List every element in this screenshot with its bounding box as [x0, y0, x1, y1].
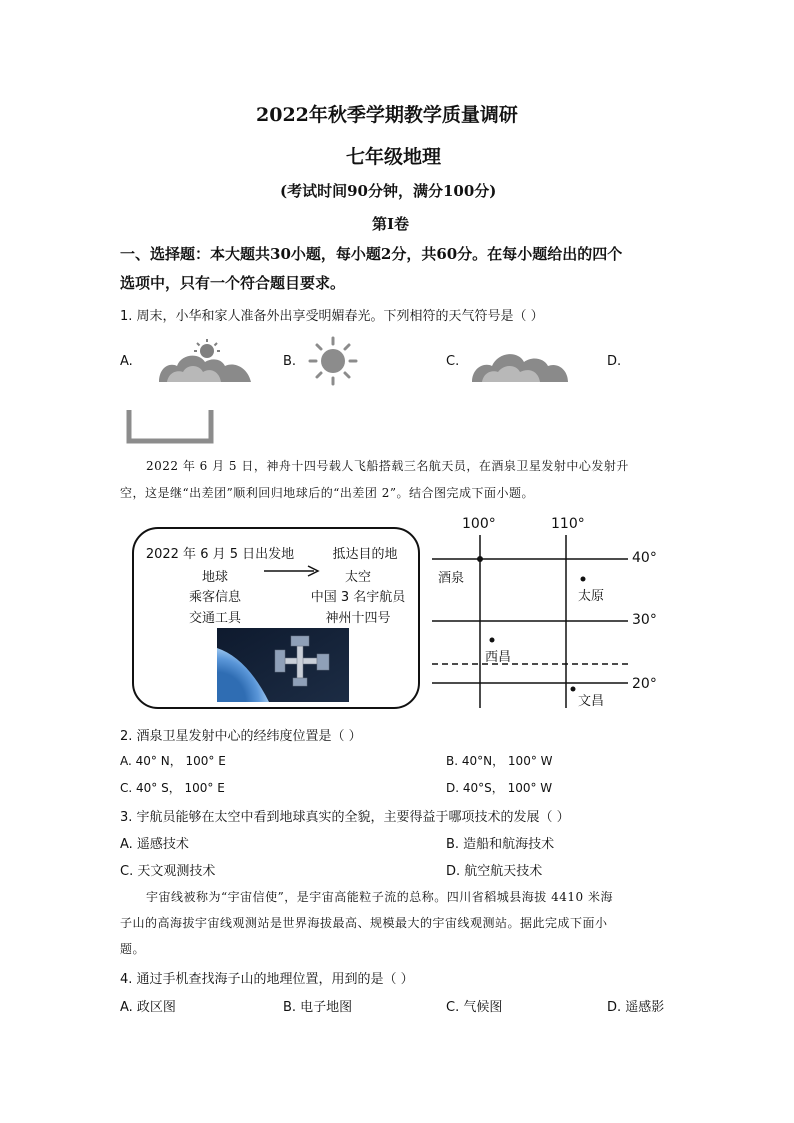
info-passenger-label: 乘客信息	[188, 590, 241, 605]
q2-option-d: D. 40°S， 100° W	[446, 781, 553, 795]
info-transport-value: 神州十四号	[325, 611, 391, 626]
cloudy-icon	[468, 342, 572, 384]
place-taiyuan: 太原	[578, 589, 605, 604]
exam-info: (考试时间90分钟，满分100分)	[280, 182, 497, 200]
latitude-30-label: 30°	[632, 612, 657, 628]
question-4-stem: 4. 通过手机查找海子山的地理位置，用到的是（ ）	[120, 972, 414, 987]
wenchang-point	[571, 687, 576, 692]
passage-2-line3: 题。	[120, 942, 146, 956]
q4-option-d: D. 遥感影	[607, 1000, 665, 1015]
q2-option-c: C. 40° S， 100° E	[120, 781, 225, 795]
question-3-stem: 3. 宇航员能够在太空中看到地球真实的全貌，主要得益于哪项技术的发展（ ）	[120, 810, 570, 825]
info-passenger-value: 中国 3 名宇航员	[310, 590, 406, 605]
info-departure-header: 2022 年 6 月 5 日出发地	[145, 547, 295, 562]
question-1-stem: 1. 周末，小华和家人准备外出享受明媚春光。下列相符的天气符号是（ ）	[120, 309, 544, 324]
section-heading-line1: 一、选择题：本大题共30小题，每小题2分，共60分。在每小题给出的四个	[120, 245, 623, 263]
q2-option-a: A. 40° N， 100° E	[120, 754, 226, 768]
space-station-image	[217, 628, 349, 702]
q3-option-a: A. 遥感技术	[120, 837, 189, 852]
longitude-110-label: 110°	[551, 516, 585, 532]
sunny-icon	[308, 336, 358, 386]
passage-1-line2: 空，这是继“出差团”顺利回归地球后的“出差团 2”。结合图完成下面小题。	[120, 486, 534, 500]
q3-option-b: B. 造船和航海技术	[446, 837, 555, 852]
partly-cloudy-icon	[155, 338, 255, 384]
info-destination-header: 抵达目的地	[332, 547, 398, 562]
q1-option-b-label: B.	[283, 354, 297, 369]
passage-2-line1: 宇宙线被称为“宇宙信使”，是宇宙高能粒子流的总称。四川省稻城县海拔 4410 米海	[146, 890, 613, 904]
empty-box-icon	[126, 410, 214, 444]
passage-1-line1: 2022 年 6 月 5 日，神舟十四号载人飞船搭载三名航天员，在酒泉卫星发射中心发射升	[146, 459, 629, 473]
q1-option-c-label: C.	[446, 354, 460, 369]
longitude-100-label: 100°	[462, 516, 496, 532]
taiyuan-point	[581, 577, 586, 582]
q1-option-a-label: A.	[120, 354, 133, 369]
place-wenchang: 文昌	[578, 694, 605, 709]
volume-label: 第Ⅰ卷	[372, 215, 410, 233]
info-transport-label: 交通工具	[188, 611, 241, 626]
passage-2-line2: 子山的高海拔宇宙线观测站是世界海拔最高、规模最大的宇宙线观测站。据此完成下面小	[120, 916, 608, 930]
info-destination-place: 太空	[344, 570, 371, 585]
info-departure-place: 地球	[201, 570, 228, 585]
latitude-20-label: 20°	[632, 676, 657, 692]
xichang-point	[490, 638, 495, 643]
place-jiuquan: 酒泉	[438, 571, 465, 586]
place-xichang: 西昌	[485, 650, 512, 665]
q2-option-b: B. 40°N， 100° W	[446, 754, 553, 768]
subject-title: 七年级地理	[346, 146, 442, 168]
q4-option-c: C. 气候图	[446, 1000, 503, 1015]
q3-option-d: D. 航空航天技术	[446, 864, 543, 879]
latitude-40-label: 40°	[632, 550, 657, 566]
arrow-icon	[264, 565, 320, 577]
exam-title: 2022年秋季学期教学质量调研	[256, 104, 518, 126]
q4-option-a: A. 政区图	[120, 1000, 176, 1015]
jiuquan-point	[477, 556, 483, 562]
q4-option-b: B. 电子地图	[283, 1000, 353, 1015]
question-2-stem: 2. 酒泉卫星发射中心的经纬度位置是（ ）	[120, 729, 362, 744]
section-heading-line2: 选项中，只有一个符合题目要求。	[120, 274, 346, 292]
q1-option-d-label: D.	[607, 354, 622, 369]
q3-option-c: C. 天文观测技术	[120, 864, 216, 879]
